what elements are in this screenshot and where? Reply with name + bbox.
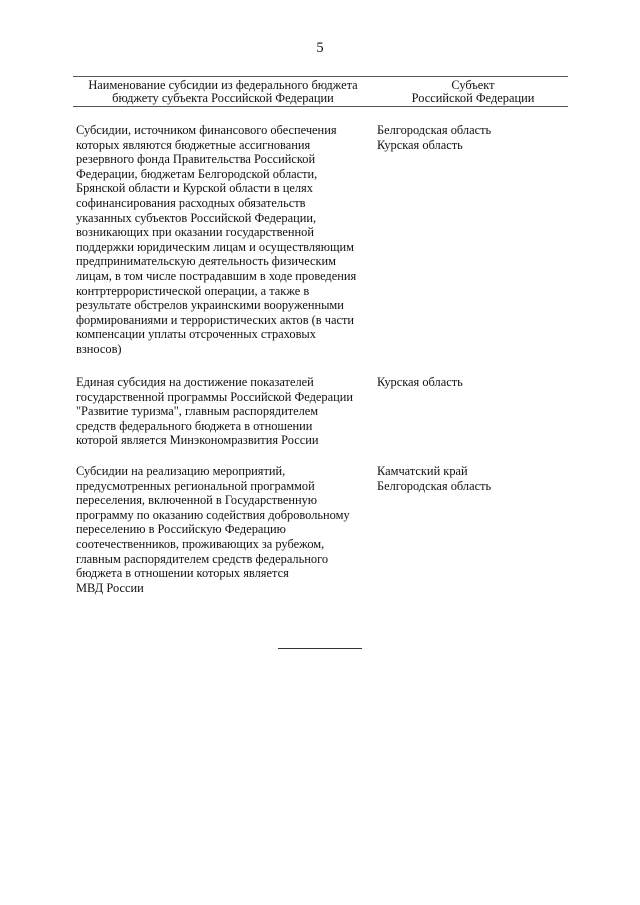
text-line: Федерации, бюджетам Белгородской области,: [76, 166, 318, 181]
text-line: Брянской области и Курской области в целях: [76, 181, 313, 196]
text-line: формированиями и террористических актов (в части: [76, 312, 354, 327]
text-line: средств федерального бюджета в отношении: [76, 418, 313, 433]
header-line: Российской Федерации: [411, 91, 535, 105]
subject-item: Курская область: [377, 375, 463, 389]
document-end-rule: [278, 648, 362, 649]
text-line: МВД России: [76, 580, 144, 595]
text-line: государственной программы Российской Федерации: [76, 389, 353, 404]
text-line: компенсации уплаты отсроченных страховых: [76, 327, 316, 342]
header-line: Наименование субсидии из федерального бюджета: [88, 78, 358, 92]
text-line: переселения, включенной в Государственную: [76, 493, 318, 508]
text-line: предпринимательскую деятельность физическим: [76, 254, 337, 269]
table-header-rule: [73, 106, 568, 107]
text-line: результате обстрелов украинскими вооруженными: [76, 298, 344, 313]
table-row-2-subjects: [377, 375, 567, 390]
text-line: переселению в Российскую Федерацию: [76, 522, 286, 537]
text-line: взносов): [76, 341, 122, 356]
text-line: которой является Минэкономразвития России: [76, 433, 319, 448]
subject-item: Курская область: [377, 137, 463, 152]
text-line: Субсидии, источником финансового обеспечения: [76, 123, 337, 137]
text-line: "Развитие туризма", главным распорядителем: [76, 404, 319, 419]
header-line: бюджету субъекта Российской Федерации: [112, 91, 334, 105]
table-row-3-subjects: [377, 464, 567, 493]
text-line: которых являются бюджетные ассигнования: [76, 137, 311, 152]
page-number: 5: [316, 40, 324, 56]
text-line: указанных субъектов Российской Федерации,: [76, 210, 317, 225]
table-row-1-subjects: [377, 123, 567, 152]
text-line: бюджета в отношении которых является: [76, 566, 289, 581]
header-line: Субъект: [451, 78, 495, 92]
table-header-subject: [378, 79, 568, 105]
text-line: главным распорядителем средств федерального: [76, 551, 329, 566]
text-line: контртеррористической операции, а также в: [76, 283, 310, 298]
subject-item: Камчатский край: [377, 464, 468, 478]
text-line: Субсидии на реализацию мероприятий,: [76, 464, 286, 478]
table-row-3-subsidy-name: [76, 464, 376, 595]
text-line: резервного фонда Правительства Российской: [76, 152, 316, 167]
text-line: софинансирования расходных обязательств: [76, 195, 306, 210]
text-line: программу по оказанию содействия добровольному: [76, 507, 350, 522]
table-row-1-subsidy-name: [76, 123, 376, 357]
table-header-subsidy-name: [73, 79, 373, 105]
text-line: поддержки юридическим лицам и осуществляющим: [76, 239, 354, 254]
text-line: соотечественников, проживающих за рубежом,: [76, 536, 325, 551]
subject-item: Белгородская область: [377, 123, 492, 137]
table-top-rule: [73, 76, 568, 77]
text-line: Единая субсидия на достижение показателей: [76, 375, 314, 389]
text-line: возникающих при оказании государственной: [76, 225, 314, 240]
subject-item: Белгородская область: [377, 478, 492, 493]
table-row-2-subsidy-name: [76, 375, 376, 448]
text-line: предусмотренных региональной программой: [76, 478, 315, 493]
text-line: лицам, в том числе пострадавшим в ходе проведения: [76, 268, 357, 283]
